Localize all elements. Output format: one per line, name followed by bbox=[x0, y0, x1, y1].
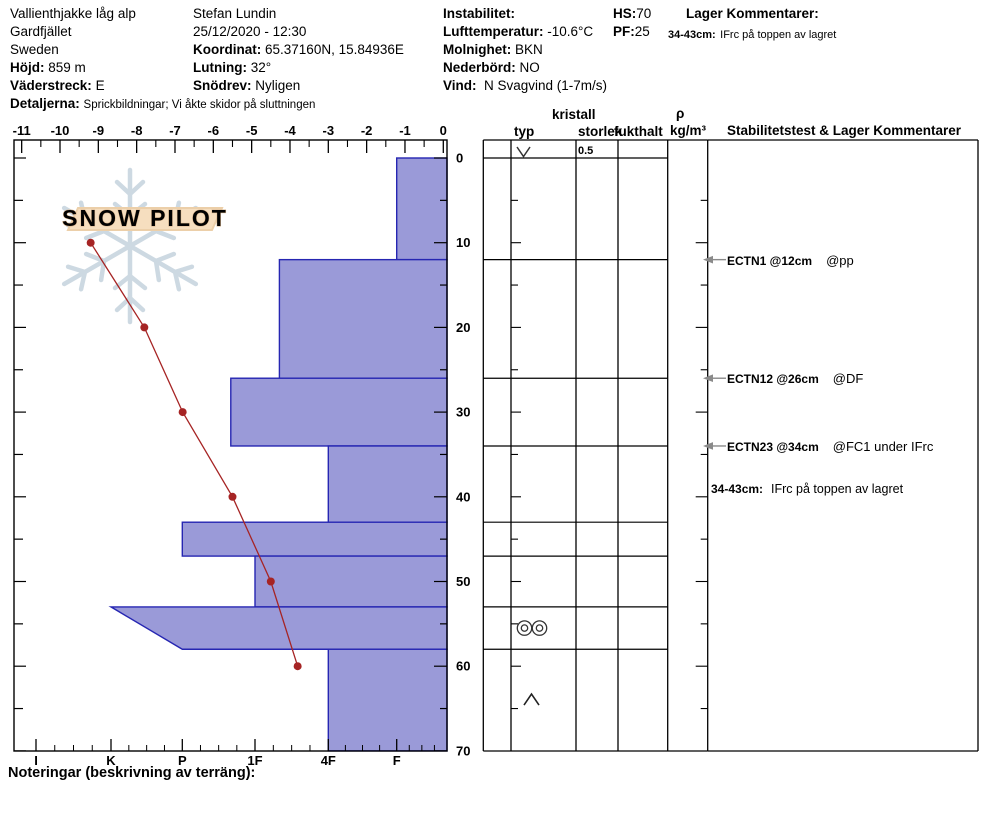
snow-layer-bar bbox=[111, 607, 447, 649]
air-temp-line: Lufttemperatur: -10.6°C bbox=[443, 24, 594, 39]
temp-axis-label: -5 bbox=[245, 123, 258, 138]
snow-layer-bar bbox=[397, 158, 447, 260]
stability-test-annotation: ECTN1 @12cm @pp bbox=[727, 253, 854, 268]
column-header-grain-size: storlek bbox=[578, 124, 623, 139]
snowpilot-logo bbox=[57, 170, 228, 322]
coordinates-line: Koordinat: 65.37160N, 15.84936E bbox=[193, 42, 404, 57]
hardness-axis-label: 4F bbox=[320, 753, 336, 768]
wind-loading-line: Snödrev: Nyligen bbox=[193, 78, 301, 93]
instability-line: Instabilitet: bbox=[443, 6, 516, 21]
layer-comments-title: Lager Kommentarer: bbox=[686, 6, 819, 21]
temp-axis-label: -9 bbox=[92, 123, 105, 138]
depth-axis-label: 50 bbox=[456, 574, 471, 589]
elevation-line: Höjd: 859 m bbox=[10, 60, 86, 75]
column-header-density-unit: kg/m³ bbox=[670, 123, 707, 138]
depth-axis-label: 60 bbox=[456, 658, 471, 674]
hardness-axis-label: P bbox=[177, 753, 187, 768]
aspect-line: Väderstreck: E bbox=[10, 78, 105, 93]
temperature-point bbox=[140, 323, 148, 331]
stability-test-annotation: ECTN23 @34cm @FC1 under IFrc bbox=[727, 439, 934, 454]
column-header-crystal: kristall bbox=[552, 107, 596, 122]
temperature-point bbox=[228, 493, 236, 501]
temp-axis-label: -7 bbox=[169, 123, 181, 138]
hardness-axis-label: K bbox=[106, 753, 116, 768]
snow-layer-bar bbox=[328, 649, 447, 751]
hs-line: HS:70 bbox=[613, 6, 652, 21]
depth-axis-label: 10 bbox=[456, 235, 471, 251]
pit-name: Vallienthjakke låg alp bbox=[10, 6, 136, 21]
temp-axis-label: -3 bbox=[322, 123, 335, 138]
temp-axis-label: -8 bbox=[130, 123, 143, 138]
temperature-point bbox=[294, 662, 302, 670]
temp-axis-label: -1 bbox=[399, 123, 411, 138]
depth-hoar-icon bbox=[524, 694, 539, 705]
temp-axis-label: -2 bbox=[360, 123, 373, 138]
column-header-grain-type: typ bbox=[514, 124, 535, 139]
notes-label: Noteringar (beskrivning av terräng): bbox=[8, 765, 256, 781]
temperature-point bbox=[267, 578, 275, 586]
hardness-axis-label: F bbox=[392, 753, 401, 768]
temp-axis-label: -10 bbox=[50, 123, 70, 138]
snow-layer-bar bbox=[328, 446, 447, 522]
stability-test-annotation: ECTN12 @26cm @DF bbox=[727, 371, 864, 386]
temp-axis-label: -11 bbox=[12, 123, 31, 138]
column-header-stability-tests: Stabilitetstest & Lager Kommentarer bbox=[727, 123, 962, 138]
depth-axis-label: 40 bbox=[456, 489, 471, 505]
country: Sweden bbox=[10, 42, 59, 57]
hardness-axis-label: 1F bbox=[247, 753, 263, 768]
hardness-axis-label: I bbox=[34, 753, 38, 768]
wind-line: Vind: N Svagvind (1-7m/s) bbox=[443, 78, 608, 93]
observer-name: Stefan Lundin bbox=[193, 6, 277, 21]
column-header-moisture: fukthalt bbox=[614, 124, 663, 139]
layer-comment-annotation: 34-43cm: IFrc på toppen av lagret bbox=[711, 482, 904, 496]
observation-datetime: 25/12/2020 - 12:30 bbox=[193, 24, 307, 39]
snow-layer-bar bbox=[231, 378, 447, 446]
temp-axis-label: -4 bbox=[284, 123, 296, 138]
mountain-range: Gardfjället bbox=[10, 24, 72, 39]
temperature-point bbox=[179, 408, 187, 416]
depth-axis-label: 20 bbox=[456, 319, 471, 335]
depth-axis-label: 70 bbox=[456, 743, 471, 759]
pf-line: PF:25 bbox=[613, 24, 650, 39]
depth-axis-label: 0 bbox=[456, 150, 464, 166]
temp-axis-label: -6 bbox=[207, 123, 220, 138]
depth-axis-label: 30 bbox=[456, 404, 471, 420]
snow-layer-bar bbox=[255, 556, 447, 607]
snowflake-icon bbox=[57, 170, 204, 322]
snow-layer-bar bbox=[182, 522, 447, 556]
melt-freeze-clusters-icon bbox=[517, 621, 546, 635]
surface-grain-size: 0.5 bbox=[578, 145, 594, 157]
logo-text: SNOW PILOT bbox=[62, 205, 228, 231]
precipitation-line: Nederbörd: NO bbox=[443, 60, 540, 75]
temp-axis-label: 0 bbox=[439, 123, 447, 138]
surface-hoar-icon bbox=[517, 147, 530, 157]
column-header-density-symbol: ρ bbox=[676, 106, 685, 121]
layer-comment-summary: 34-43cm: IFrc på toppen av lagret bbox=[668, 29, 837, 41]
details-line: Detaljerna: Sprickbildningar; Vi åkte skidor på sluttningen bbox=[10, 96, 316, 111]
slope-angle-line: Lutning: 32° bbox=[193, 60, 272, 75]
sky-cover-line: Molnighet: BKN bbox=[443, 42, 543, 57]
snow-layer-bar bbox=[279, 260, 447, 379]
temperature-point bbox=[87, 239, 95, 247]
